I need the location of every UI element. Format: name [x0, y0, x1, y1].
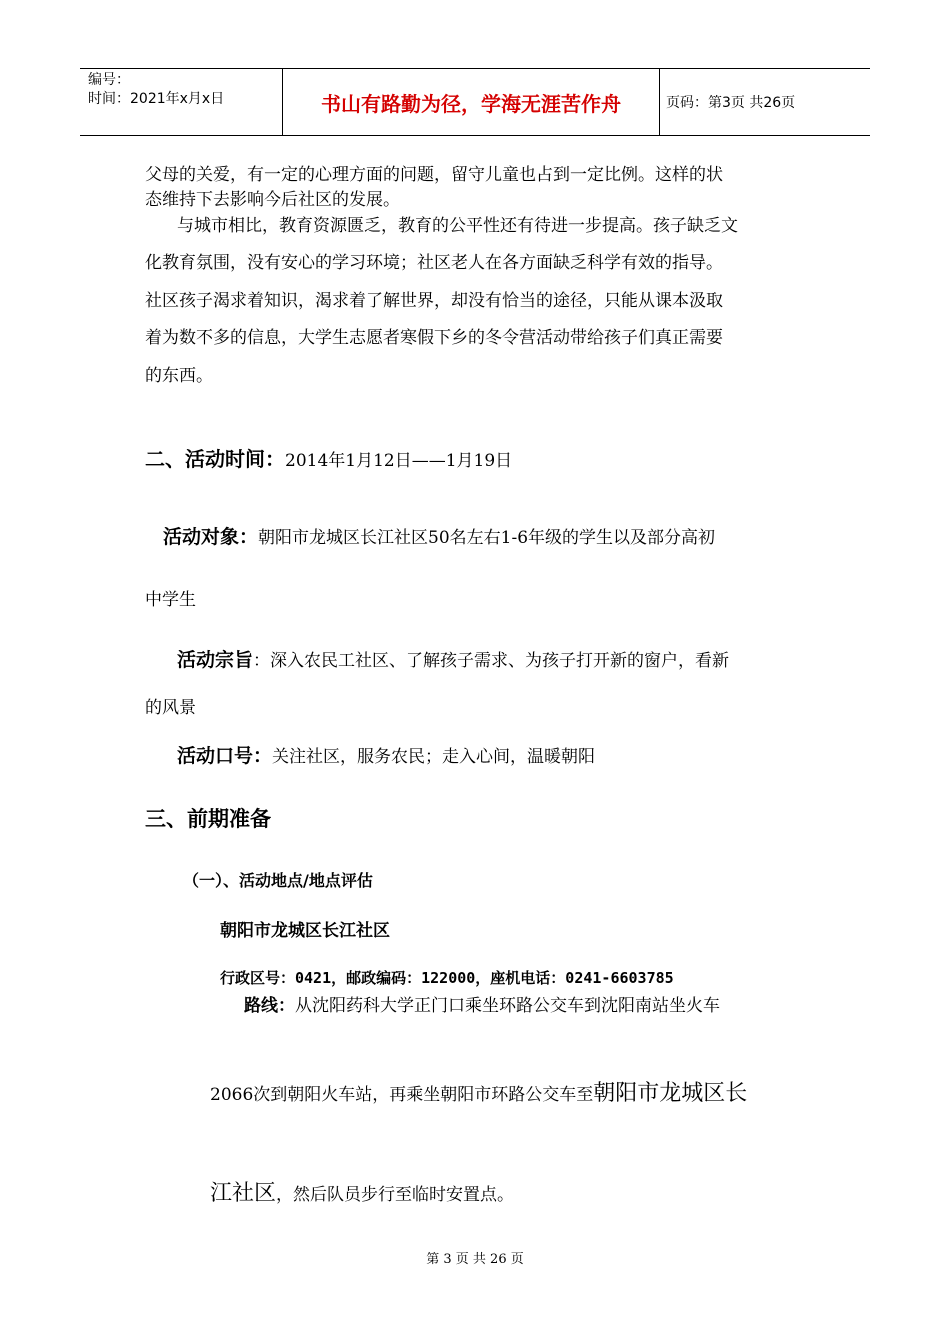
header-page-label: 页码：第3页 共26页: [666, 95, 796, 111]
intro-line: 父母的关爱，有一定的心理方面的问题，留守儿童也占到一定比例。这样的状: [145, 165, 723, 185]
intro-line: 与城市相比，教育资源匮乏，教育的公平性还有待进一步提高。孩子缺乏文: [177, 216, 738, 236]
route-label: 路线：: [244, 996, 295, 1016]
route-text-large: 江社区: [210, 1181, 277, 1206]
header-left-cell: [80, 69, 282, 135]
header-table: [80, 68, 870, 136]
slogan-value: 关注社区，服务农民；走入心间，温暖朝阳: [272, 747, 596, 767]
purpose-value-cont: 的风景: [145, 698, 196, 718]
activity-slogan: [177, 741, 595, 768]
target-value: 朝阳市龙城区长江社区50名左右1-6年级的学生以及部分高初: [258, 528, 716, 548]
activity-time: [145, 443, 512, 472]
header-motto: 书山有路勤为径，学海无涯苦作舟: [321, 91, 621, 116]
subsection-heading: （一）、活动地点/地点评估: [183, 871, 373, 890]
date-label: 时间：2021年x月x日: [88, 91, 225, 107]
route-cont-line: [210, 1176, 514, 1207]
route-text-large: 朝阳市龙城区长: [593, 1081, 748, 1106]
location-codes: 行政区号：0421，邮政编码：122000，座机电话：0241-6603785: [220, 969, 674, 987]
section-heading: 二、活动时间：: [145, 447, 285, 471]
header-divider: [659, 69, 660, 135]
location-name: 朝阳市龙城区长江社区: [220, 921, 390, 941]
route-text: ，然后队员步行至临时安置点。: [276, 1185, 515, 1205]
route-value: 从沈阳药科大学正门口乘坐环路公交车到沈阳南站坐火车: [295, 996, 720, 1016]
purpose-label: 活动宗旨: [177, 649, 254, 671]
number-label: 编号：: [88, 72, 130, 88]
slogan-label: 活动口号：: [177, 745, 273, 767]
target-value-cont: 中学生: [145, 590, 196, 610]
target-label: 活动对象：: [163, 526, 259, 548]
activity-time-value: 2014年1月12日——1月19日: [285, 451, 513, 471]
intro-line: 的东西。: [145, 366, 213, 386]
activity-purpose: [177, 645, 729, 672]
page-footer: 第 3 页 共 26 页: [426, 1252, 524, 1267]
intro-line: 态维持下去影响今后社区的发展。: [145, 190, 400, 210]
route-text: 2066次到朝阳火车站，再乘坐朝阳市环路公交车至: [210, 1085, 594, 1105]
intro-line: 化教育氛围，没有安心的学习环境；社区老人在各方面缺乏科学有效的指导。: [145, 253, 723, 273]
activity-target: [163, 522, 715, 549]
route-cont-line: [210, 1076, 747, 1107]
intro-line: 着为数不多的信息，大学生志愿者寒假下乡的冬令营活动带给孩子们真正需要: [145, 328, 723, 348]
section-heading: 三、前期准备: [145, 807, 271, 831]
purpose-value: ：深入农民工社区、了解孩子需求、为孩子打开新的窗户，看新: [253, 651, 730, 671]
intro-line: 社区孩子渴求着知识，渴求着了解世界，却没有恰当的途径，只能从课本汲取: [145, 291, 723, 311]
route-line: [244, 991, 720, 1016]
